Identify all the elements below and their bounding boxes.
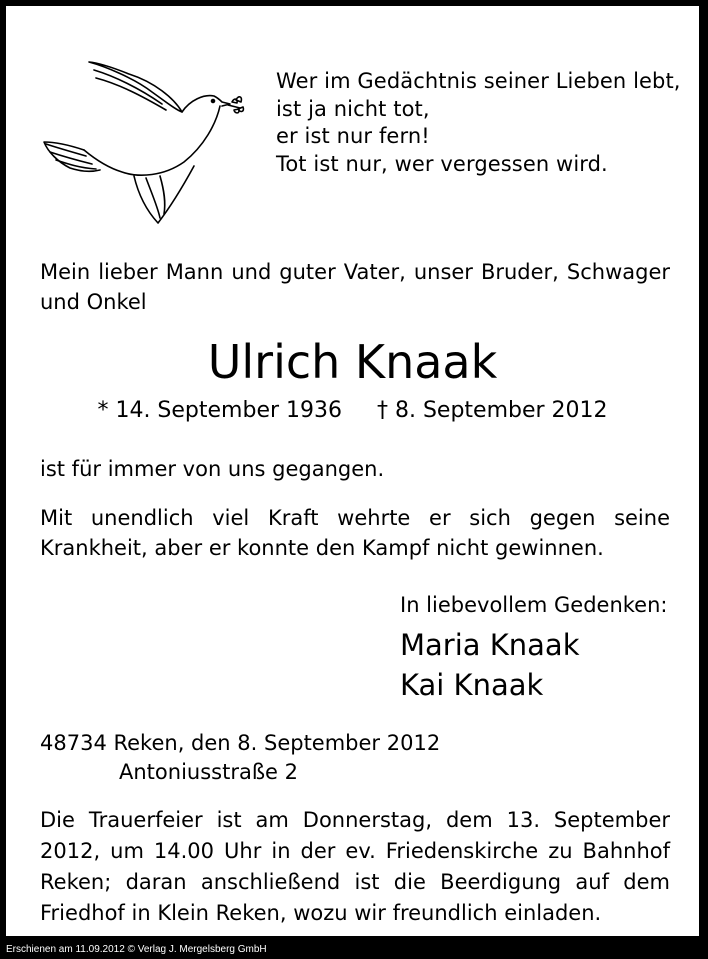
remembrance-label: In liebevollem Gedenken: <box>400 593 668 617</box>
address-block <box>40 729 440 787</box>
address-place-date: 48734 Reken, den 8. September 2012 <box>40 731 441 755</box>
address-street: Antoniusstraße 2 <box>119 760 299 784</box>
dove-icon <box>34 48 254 228</box>
life-dates: * 14. September 1936 † 8. September 2012 <box>97 398 608 423</box>
poem <box>276 68 681 178</box>
poem-line: er ist nur fern! <box>276 124 430 148</box>
signatory-name: Kai Knaak <box>400 668 544 702</box>
poem-line: Wer im Gedächtnis seiner Lieben lebt, <box>276 69 681 93</box>
poem-line: Tot ist nur, wer vergessen wird. <box>276 151 608 176</box>
funeral-text: Die Trauerfeier ist am Donnerstag, dem 13. September 2012, um 14.00 Uhr in der ev. Friedenskirche zu Bahnhof Reken; daran anschließend ist die Beerdigung auf dem Friedhof in Klein Reken, wozu wir freundlich einladen. <box>40 808 670 925</box>
intro-text: Mein lieber Mann und guter Vater, unser Bruder, Schwager und Onkel <box>40 260 670 314</box>
publication-footer: Erschienen am 11.09.2012 © Verlag J. Mergelsberg GmbH <box>6 944 267 955</box>
signatory-name: Maria Knaak <box>400 628 580 662</box>
poem-line: ist ja nicht tot, <box>276 96 430 121</box>
illness-text: Mit unendlich viel Kraft wehrte er sich gegen seine Krankheit, aber er konnte den Kampf nicht gewinnen. <box>40 506 670 560</box>
obituary-card <box>6 6 699 936</box>
deceased-name: Ulrich Knaak <box>207 335 498 389</box>
passed-away-text: ist für immer von uns gegangen. <box>40 457 385 481</box>
